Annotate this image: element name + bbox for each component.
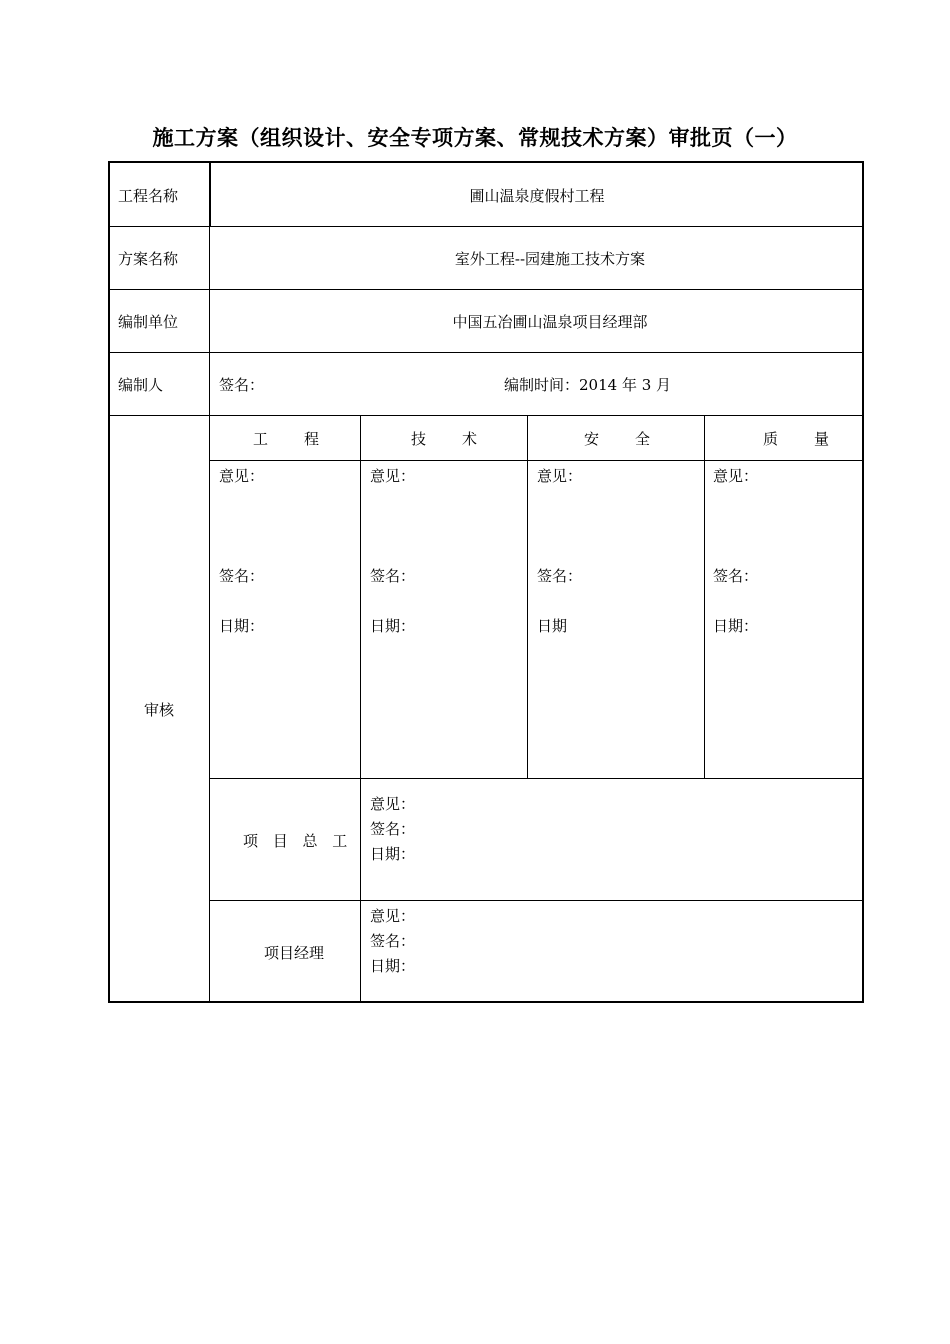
row-divider (108, 226, 864, 227)
project-manager-opinion: 意见： (370, 907, 416, 925)
column-header-char: 全 (634, 430, 650, 448)
engineering-date: 日期： (219, 617, 265, 635)
column-header-safety (584, 430, 650, 448)
author-label: 编制人 (118, 376, 164, 394)
engineering-sign: 签名： (219, 567, 265, 585)
column-header-char: 程 (303, 430, 319, 448)
safety-date: 日期 (537, 617, 568, 635)
author-time: 编制时间：2014 年 3 月 (504, 376, 672, 394)
column-header-char: 技 (411, 430, 427, 448)
plan-name-label: 方案名称 (118, 250, 179, 268)
author-sign: 签名： (219, 376, 265, 394)
column-header-char: 质 (763, 430, 779, 448)
project-manager-date: 日期： (370, 957, 416, 975)
row-divider (210, 900, 864, 901)
unit-label: 编制单位 (118, 313, 179, 331)
review-label: 审核 (144, 701, 175, 719)
chief-engineer-sign: 签名： (370, 820, 416, 838)
safety-opinion: 意见： (537, 467, 583, 485)
row-divider (108, 289, 864, 290)
chief-engineer-date: 日期： (370, 845, 416, 863)
column-divider (209, 161, 211, 227)
row-divider (108, 352, 864, 353)
row-divider (108, 415, 864, 416)
row-divider (210, 778, 864, 779)
column-header-quality (763, 430, 829, 448)
technical-sign: 签名： (370, 567, 416, 585)
column-divider (209, 226, 210, 1003)
engineering-opinion: 意见： (219, 467, 265, 485)
quality-date: 日期： (713, 617, 759, 635)
column-divider (704, 415, 705, 779)
page-title: 施工方案（组织设计、安全专项方案、常规技术方案）审批页（一） (152, 125, 798, 150)
project-manager-label: 项目经理 (264, 944, 325, 962)
row-divider (210, 460, 864, 461)
chief-engineer-label: 项 目 总 工 (243, 832, 348, 850)
column-divider (527, 415, 528, 779)
column-header-engineering (253, 430, 319, 448)
column-header-char: 量 (813, 430, 829, 448)
column-header-char: 安 (584, 430, 600, 448)
technical-date: 日期： (370, 617, 416, 635)
column-header-technical (411, 430, 477, 448)
quality-sign: 签名： (713, 567, 759, 585)
project-name-value: 圃山温泉度假村工程 (469, 187, 605, 205)
project-name-label: 工程名称 (118, 187, 179, 205)
plan-name-value: 室外工程--园建施工技术方案 (454, 250, 646, 268)
safety-sign: 签名： (537, 567, 583, 585)
project-manager-sign: 签名： (370, 932, 416, 950)
chief-engineer-opinion: 意见： (370, 795, 416, 813)
column-header-char: 术 (461, 430, 477, 448)
quality-opinion: 意见： (713, 467, 759, 485)
unit-value: 中国五冶圃山温泉项目经理部 (452, 313, 648, 331)
column-header-char: 工 (253, 430, 269, 448)
column-divider (360, 415, 361, 1003)
technical-opinion: 意见： (370, 467, 416, 485)
